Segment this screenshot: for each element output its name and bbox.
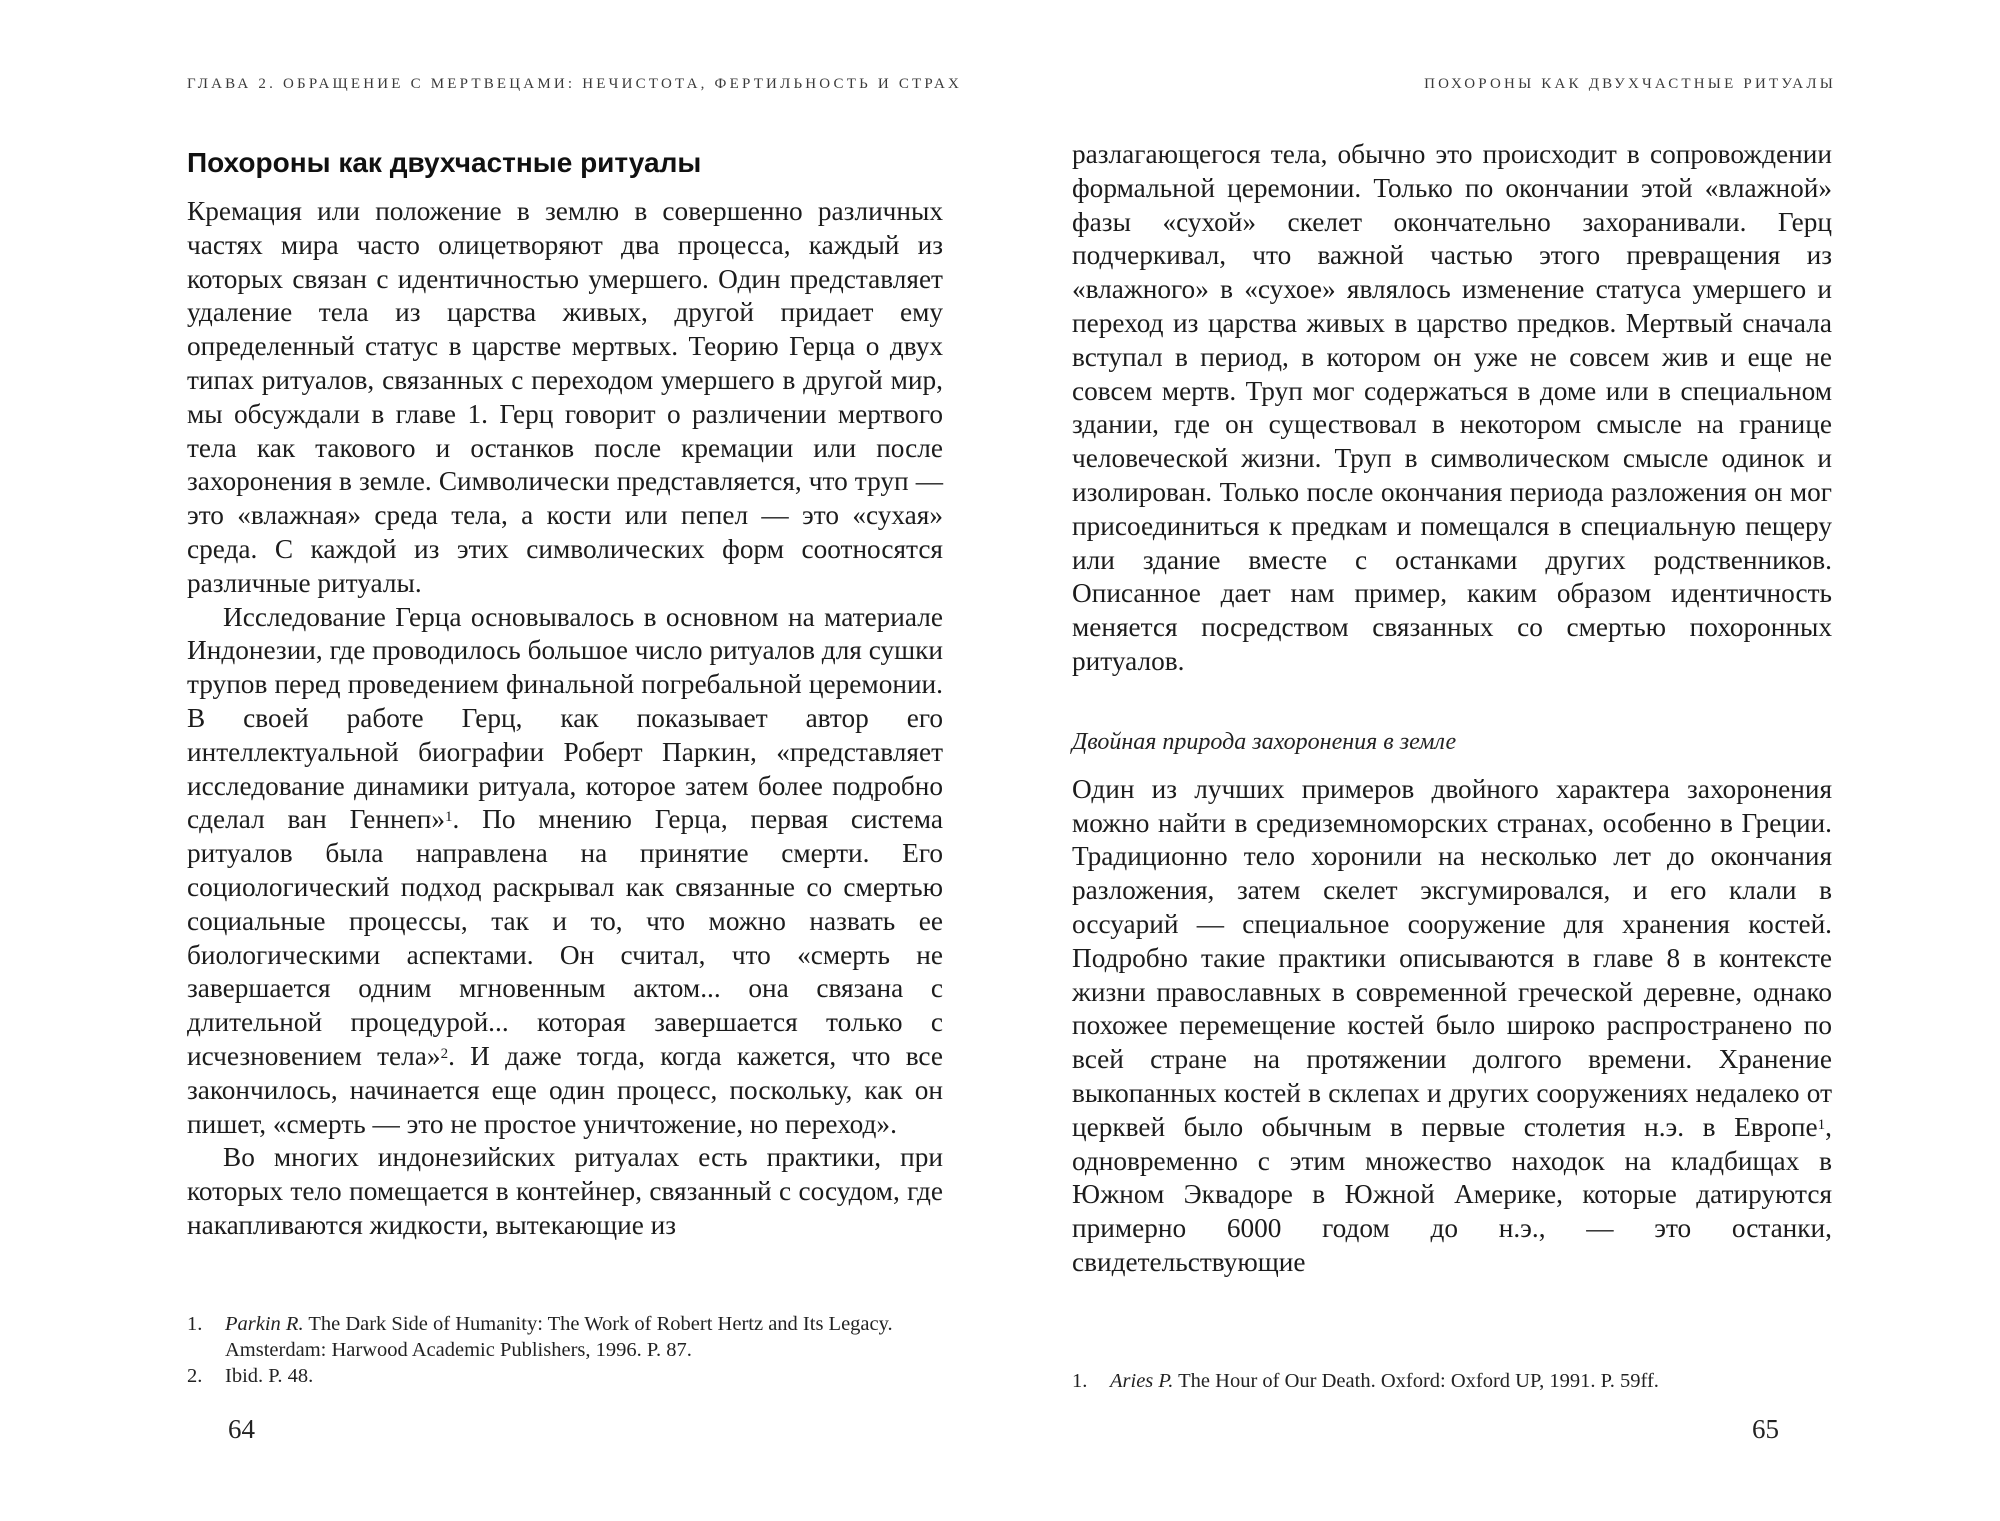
left-paragraph-3: Во многих индонезийских ритуалах есть практики, при которых тело помещается в контейнер, связанный с сосудом, где накапливаются жидкости, вытекающие из [187, 1142, 943, 1240]
footnote-text: The Hour of Our Death. Oxford: Oxford UP, 1991. P. 59ff. [1173, 1370, 1659, 1392]
footnote-ref-1[interactable]: 1 [445, 809, 453, 826]
left-footnotes [187, 1311, 943, 1389]
footnote-number: 2. [187, 1365, 203, 1387]
right-paragraph-1: разлагающегося тела, обычно это происходит в сопровождении формальной церемонии. Только по окончании этой «влажной» фазы «сухой» скелет окончательно захоранивали. Герц подчеркивал, что важной частью этого превращения из «влажного» в «сухое» являлось изменение статуса умершего и переход из царства живых в царство предков. Мертвый сначала вступал в период, в котором он уже не совсем жив и еще не совсем мертв. Труп мог содержаться в доме или в специальном здании, где он существовал в некотором смысле на границе человеческой жизни. Труп в символическом смысле одинок и изолирован. Только после окончания периода разложения он мог присоединиться к предкам и помещался в специальную пещеру или здание вместе с останками других родственников. Описанное дает нам пример, каким образом идентичность меняется посредством связанных со смертью похоронных ритуалов. [1072, 139, 1832, 676]
section-title: Похороны как двухчастные ритуалы [187, 147, 702, 178]
footnote-text: The Dark Side of Humanity: The Work of Robert Hertz and Its Legacy. Amsterdam: Harwood Academic Publishers, 1996. P. 87. [225, 1313, 893, 1361]
left-paragraph-2c: . И даже тогда, когда кажется, что все закончилось, начинается еще один процесс, поскольку, как он пишет, «смерть — это не простое уничтожение, но переход». [187, 1040, 943, 1139]
right-page-number: 65 [1752, 1414, 1779, 1444]
right-paragraph-2 [1072, 773, 1832, 1280]
left-paragraph-2a: Исследование Герца основывалось в основном на материале Индонезии, где проводилось большое число ритуалов для сушки трупов перед проведением финальной погребальной церемонии. В своей работе Герц, как показывает автор его интеллектуальной биографии Роберт Паркин, «представляет исследование динамики ритуала, которое затем более подробно сделал ван Геннеп» [187, 601, 943, 835]
footnote-number: 1. [1072, 1370, 1088, 1392]
right-running-head: ПОХОРОНЫ КАК ДВУХЧАСТНЫЕ РИТУАЛЫ [1424, 76, 1836, 92]
footnote-author: Parkin R. [225, 1313, 304, 1335]
footnote-item [187, 1311, 943, 1363]
footnote-item [1072, 1368, 1832, 1394]
left-paragraph-1: Кремация или положение в землю в совершенно различных частях мира часто олицетворяют два процесса, каждый из которых связан с идентичностью умершего. Один представляет удаление тела из царства живых, другой придает ему определенный статус в царстве мертвых. Теорию Герца о двух типах ритуалов, связанных с переходом умершего в другой мир, мы обсуждали в главе 1. Герц говорит о различении мертвого тела как такового и останков после кремации или после захоронения в земле. Символически представляется, что труп — это «влажная» среда тела, а кости или пепел — это «сухая» среда. С каждой из этих символических форм соотносятся различные ритуалы. [187, 196, 943, 598]
left-paragraph-2b: . По мнению Герца, первая система ритуалов была направлена на принятие смерти. Его социологический подход раскрывал как связанные со смертью социальные процессы, так и то, что можно назвать ее биологическими аспектами. Он считал, что «смерть не завершается одним мгновенным актом... она связана с длительной процедурой... которая завершается только с исчезновением тела» [187, 804, 943, 1071]
left-page-body [187, 130, 943, 1243]
left-paragraph-2 [187, 601, 943, 1142]
footnote-ref-2[interactable]: 2 [440, 1045, 449, 1062]
right-page-body [1072, 138, 1832, 1280]
subsection-title: Двойная природа захоронения в земле [1072, 728, 1457, 755]
right-paragraph-2b: , одновременно с этим множество находок на кладбищах в Южном Эквадоре в Южной Америке, которые датируются примерно 6000 годом до н.э., — это останки, свидетельствующие [1072, 1111, 1832, 1277]
right-paragraph-2a: Один из лучших примеров двойного характера захоронения можно найти в средиземноморских странах, особенно в Греции. Традиционно тело хоронили на несколько лет до окончания разложения, затем скелет эксгумировался, и его клали в оссуарий — специальное сооружение для хранения костей. Подробно такие практики описываются в главе 8 в контексте жизни православных в современной греческой деревне, однако похожее перемещение костей было широко распространено по всей стране на протяжении долгого времени. Хранение выкопанных костей в склепах и других сооружениях недалеко от церквей было обычным в первые столетия н.э. в Европе [1072, 773, 1832, 1142]
left-running-head: ГЛАВА 2. ОБРАЩЕНИЕ С МЕРТВЕЦАМИ: НЕЧИСТОТА, ФЕРТИЛЬНОСТЬ И СТРАХ [187, 76, 963, 92]
footnote-item [187, 1363, 943, 1389]
footnote-text: Ibid. P. 48. [225, 1365, 314, 1387]
footnote-number: 1. [187, 1313, 203, 1335]
right-footnotes [1072, 1368, 1832, 1394]
footnote-author: Aries P. [1110, 1370, 1174, 1392]
footnote-ref-1[interactable]: 1 [1817, 1116, 1826, 1133]
left-page-number: 64 [228, 1414, 255, 1444]
